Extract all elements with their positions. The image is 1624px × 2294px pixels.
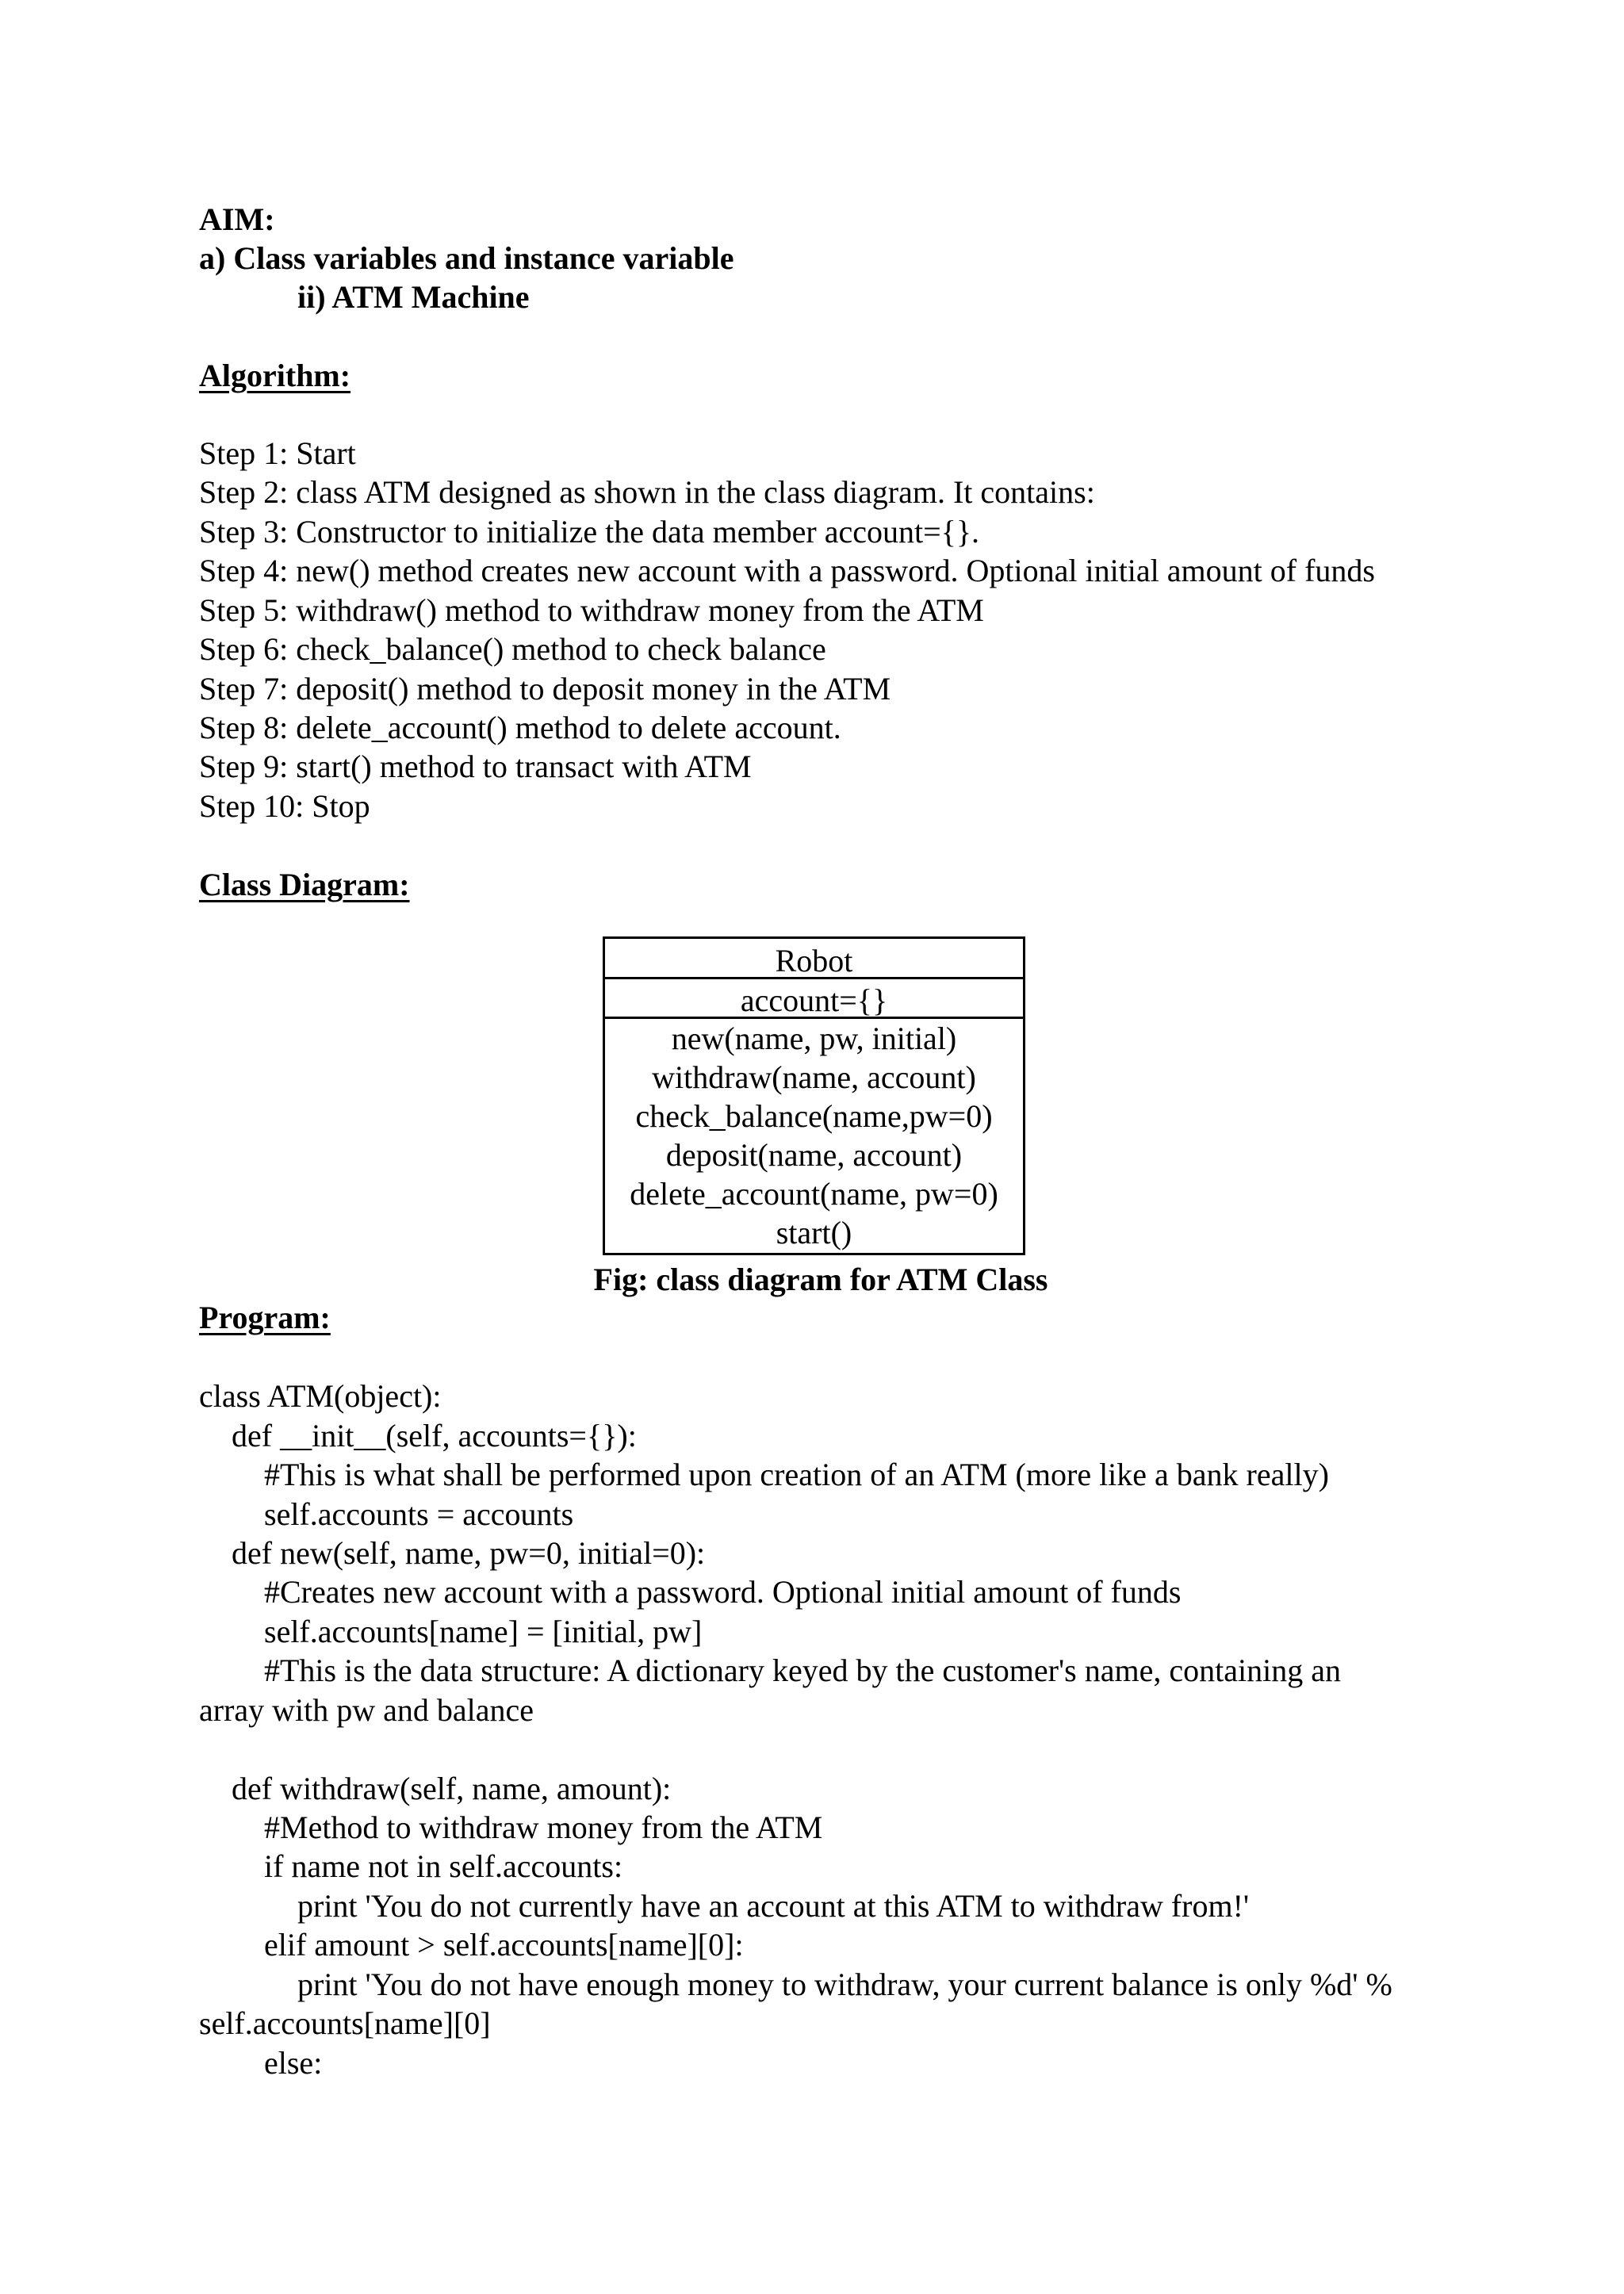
uml-methods-section [605, 1019, 1023, 1253]
uml-class-name: Robot [775, 943, 853, 978]
aim-line-a: a) Class variables and instance variable [199, 240, 734, 276]
algorithm-step: Step 2: class ATM designed as shown in the class diagram. It contains: [199, 474, 1095, 510]
code-line: print 'You do not have enough money to withdraw, your current balance is only %d' % [297, 1967, 1392, 2002]
uml-method: start() [776, 1215, 852, 1250]
uml-method: new(name, pw, initial) [671, 1021, 957, 1056]
code-line: #Creates new account with a password. Optional initial amount of funds [264, 1574, 1182, 1610]
code-line: #This is what shall be performed upon creation of an ATM (more like a bank really) [264, 1457, 1329, 1492]
uml-method: delete_account(name, pw=0) [630, 1176, 998, 1212]
algorithm-step: Step 5: withdraw() method to withdraw money from the ATM [199, 592, 984, 628]
code-line: if name not in self.accounts: [264, 1848, 623, 1884]
uml-method: check_balance(name,pw=0) [635, 1098, 993, 1134]
figure-caption: Fig: class diagram for ATM Class [593, 1262, 1048, 1297]
code-line: else: [264, 2045, 323, 2081]
algorithm-step: Step 6: check_balance() method to check balance [199, 631, 826, 667]
uml-class-box [603, 936, 1025, 1255]
uml-class-name-section [605, 939, 1023, 979]
aim-heading: AIM: [199, 201, 275, 237]
code-line: def withdraw(self, name, amount): [232, 1771, 672, 1806]
code-line: def __init__(self, accounts={}): [232, 1418, 637, 1453]
code-line: class ATM(object): [199, 1378, 442, 1414]
algorithm-step: Step 9: start() method to transact with ATM [199, 749, 752, 784]
code-line: self.accounts[name][0] [199, 2005, 491, 2041]
code-line: array with pw and balance [199, 1692, 534, 1728]
uml-method: withdraw(name, account) [652, 1059, 976, 1095]
algorithm-step: Step 1: Start [199, 435, 356, 471]
algorithm-heading: Algorithm: [199, 358, 351, 393]
uml-attribute: account={} [740, 982, 888, 1018]
uml-attributes-section [605, 979, 1023, 1019]
code-line: self.accounts[name] = [initial, pw] [264, 1614, 703, 1649]
algorithm-step: Step 8: delete_account() method to delete account. [199, 710, 841, 745]
algorithm-step: Step 4: new() method creates new account with a password. Optional initial amount of funds [199, 553, 1375, 588]
uml-method: deposit(name, account) [665, 1137, 963, 1173]
code-line: #Method to withdraw money from the ATM [264, 1810, 823, 1845]
code-line: elif amount > self.accounts[name][0]: [264, 1927, 744, 1963]
class-diagram-heading: Class Diagram: [199, 867, 410, 902]
program-heading: Program: [199, 1300, 331, 1335]
aim-line-ii: ii) ATM Machine [297, 279, 530, 315]
algorithm-step: Step 7: deposit() method to deposit money in the ATM [199, 671, 891, 707]
code-line: self.accounts = accounts [264, 1496, 574, 1532]
code-line: print 'You do not currently have an account at this ATM to withdraw from!' [297, 1888, 1250, 1924]
algorithm-step: Step 3: Constructor to initialize the data member account={}. [199, 514, 980, 550]
code-line: #This is the data structure: A dictionary keyed by the customer's name, containing an [264, 1653, 1341, 1688]
code-line: def new(self, name, pw=0, initial=0): [232, 1535, 706, 1571]
algorithm-step: Step 10: Stop [199, 788, 370, 824]
